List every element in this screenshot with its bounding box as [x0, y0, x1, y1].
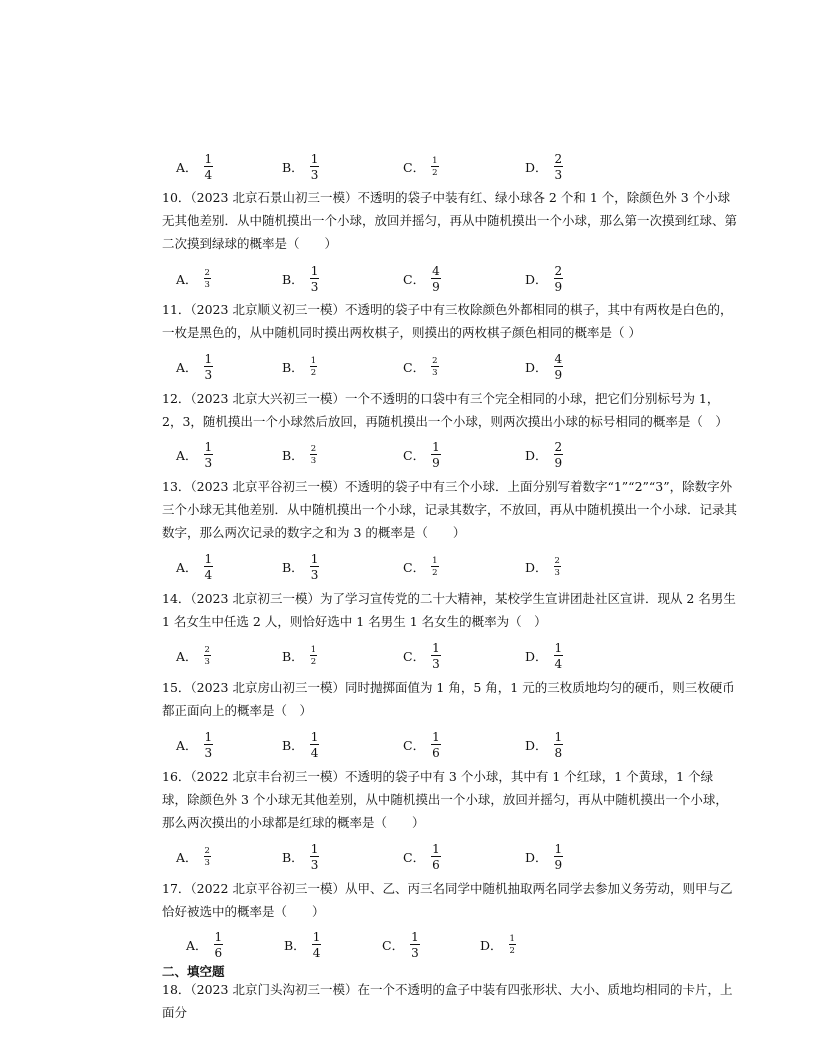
option-b: [282, 152, 319, 182]
option-a: [176, 152, 213, 182]
option-b: B． $\frac{1}{3}$: [282, 842, 319, 872]
question-12: 12．（2023 北京大兴初三一模）一个不透明的口袋中有三个完全相同的小球，把它们分别标号为 1，2，3，随机摸出一个小球然后放回，再随机摸出一个小球，则两次摸出小球的标号相同的概率是（ ）: [162, 391, 728, 429]
fraction: $\frac{4}{9}$: [554, 352, 563, 382]
fraction: $\frac{1}{2}$: [509, 933, 515, 956]
q17-options: [0, 930, 816, 960]
option-b: B． $\frac{1}{4}$: [282, 730, 319, 760]
option-d: D． $\frac{1}{8}$: [525, 730, 563, 760]
option-a: A． $\frac{2}{3}$: [176, 267, 210, 290]
option-a: A． $\frac{1}{3}$: [176, 440, 213, 470]
option-d: [525, 152, 563, 182]
option-label: C．: [403, 160, 426, 175]
fraction: $\frac{1}{6}$: [214, 930, 223, 960]
option-c: [403, 152, 439, 182]
option-d: D． $\frac{1}{9}$: [525, 842, 563, 872]
fraction: $\frac{1}{3}$: [310, 842, 319, 872]
option-a: A． $\frac{1}{3}$: [176, 352, 213, 382]
fraction: $\frac{1}{8}$: [554, 730, 563, 760]
question-18: 18．（2023 北京门头沟初三一模）在一个不透明的盒子中装有四张形状、大小、质地均相同的卡片，上面分: [162, 982, 733, 1020]
q13-options: [0, 552, 816, 582]
fraction: $\frac{1}{4}$: [312, 930, 321, 960]
fraction: $\frac{2}{3}$: [204, 845, 210, 868]
fraction: $\frac{1}{9}$: [432, 440, 440, 470]
option-d: D． $\frac{1}{4}$: [525, 641, 563, 671]
fraction: $\frac{2}{3}$: [554, 152, 563, 182]
option-b: B． $\frac{1}{3}$: [282, 264, 319, 294]
question-13: 13．（2023 北京平谷初三一模）不透明的袋子中有三个小球．上面分别写着数字“1”“2”“3”，除数字外三个小球无其他差别．从中随机摸出一个小球，记录其数字，不放回，再从中随机摸出一个小球．记录其数字，那么两次记录的数字之和为 3 的概率是（ ）: [162, 479, 738, 540]
fraction: $\frac{1}{3}$: [204, 730, 213, 760]
fraction: $\frac{1}{4}$: [204, 152, 213, 182]
fraction: $\frac{1}{4}$: [310, 730, 319, 760]
option-c: C． $\frac{2}{3}$: [403, 355, 438, 378]
fraction: $\frac{2}{3}$: [204, 644, 210, 667]
option-b: B． $\frac{1}{2}$: [282, 644, 317, 667]
section-heading: 二、填空题: [162, 964, 225, 979]
option-d: D． $\frac{1}{2}$: [480, 933, 515, 956]
fraction: $\frac{2}{9}$: [554, 264, 563, 294]
q12-options: [0, 440, 816, 470]
fraction: $\frac{1}{4}$: [204, 552, 213, 582]
option-a: A． $\frac{1}{4}$: [176, 552, 213, 582]
option-b: B． $\frac{1}{4}$: [284, 930, 321, 960]
option-c: C． $\frac{1}{6}$: [403, 842, 440, 872]
option-a: A． $\frac{2}{3}$: [176, 644, 210, 667]
q11-options: [0, 352, 816, 382]
q9-options: [0, 152, 816, 182]
fraction: $\frac{2}{3}$: [310, 443, 317, 466]
fraction: $\frac{1}{4}$: [554, 641, 563, 671]
fraction: $\frac{2}{3}$: [432, 355, 438, 378]
option-d: D． $\frac{2}{3}$: [525, 555, 560, 578]
fraction: $\frac{1}{3}$: [204, 352, 213, 382]
fraction: $\frac{1}{6}$: [432, 730, 440, 760]
fraction: $\frac{2}{9}$: [554, 440, 563, 470]
option-d: D． $\frac{2}{9}$: [525, 264, 563, 294]
fraction: $\frac{1}{3}$: [310, 152, 319, 182]
question-17: 17．（2022 北京平谷初三一模）从甲、乙、丙三名同学中随机抽取两名同学去参加义务劳动，则甲与乙恰好被选中的概率是（ ）: [162, 881, 733, 919]
fraction: $\frac{1}{3}$: [204, 440, 213, 470]
q10-options: [0, 264, 816, 294]
option-c: C． $\frac{1}{3}$: [382, 930, 419, 960]
q16-options: [0, 842, 816, 872]
option-a: A． $\frac{2}{3}$: [176, 845, 210, 868]
fraction: $\frac{1}{3}$: [310, 552, 319, 582]
option-c: C． $\frac{1}{9}$: [403, 440, 440, 470]
option-d: D． $\frac{4}{9}$: [525, 352, 563, 382]
option-c: C． $\frac{4}{9}$: [403, 264, 440, 294]
fraction: $\frac{1}{9}$: [554, 842, 563, 872]
option-c: C． $\frac{1}{3}$: [403, 641, 440, 671]
option-c: C． $\frac{1}{6}$: [403, 730, 440, 760]
option-b: B． $\frac{1}{2}$: [282, 355, 317, 378]
option-c: C． $\frac{1}{2}$: [403, 555, 438, 578]
q15-options: [0, 730, 816, 760]
option-d: D． $\frac{2}{9}$: [525, 440, 563, 470]
question-16: 16．（2022 北京丰台初三一模）不透明的袋子中有 3 个小球，其中有 1 个红球，1 个黄球，1 个绿球，除颜色外 3 个小球无其他差别，从中随机摸出一个小球，放回并摇匀，再从中随机摸出一个小球，那么两次摸出的小球都是红球的概率是（ ）: [162, 769, 728, 830]
option-b: B． $\frac{1}{3}$: [282, 552, 319, 582]
fraction: $\frac{1}{2}$: [432, 555, 438, 578]
option-label: B．: [282, 160, 304, 175]
option-b: B． $\frac{2}{3}$: [282, 443, 317, 466]
option-a: A． $\frac{1}{3}$: [176, 730, 213, 760]
fraction: $\frac{1}{2}$: [432, 155, 438, 178]
question-10: 10．（2023 北京石景山初三一模）不透明的袋子中装有红、绿小球各 2 个和 1 个，除颜色外 3 个小球无其他差别．从中随机摸出一个小球，放回并摇匀，再从中随机摸出一个小球，那么第一次摸到红球、第二次摸到绿球的概率是（ ）: [162, 190, 738, 251]
question-11: 11．（2023 北京顺义初三一模）不透明的袋子中有三枚除颜色外都相同的棋子，其中有两枚是白色的，一枚是黑色的，从中随机同时摸出两枚棋子，则摸出的两枚棋子颜色相同的概率是（ ）: [162, 302, 733, 340]
fraction: $\frac{1}{3}$: [432, 641, 440, 671]
fraction: $\frac{2}{3}$: [204, 267, 210, 290]
question-15: 15．（2023 北京房山初三一模）同时抛掷面值为 1 角，5 角，1 元的三枚质地均匀的硬币，则三枚硬币都正面向上的概率是（ ）: [162, 680, 735, 718]
fraction: $\frac{1}{3}$: [310, 264, 319, 294]
option-a: A． $\frac{1}{6}$: [186, 930, 223, 960]
question-14: 14．（2023 北京初三一模）为了学习宣传党的二十大精神，某校学生宣讲团赴社区宣讲．现从 2 名男生 1 名女生中任选 2 人，则恰好选中 1 名男生 1 名女生的概率为（ ）: [162, 591, 736, 629]
fraction: $\frac{2}{3}$: [554, 555, 560, 578]
fraction: $\frac{4}{9}$: [432, 264, 440, 294]
fraction: $\frac{1}{2}$: [310, 644, 317, 667]
fraction: $\frac{1}{6}$: [432, 842, 440, 872]
fraction: $\frac{1}{2}$: [310, 355, 317, 378]
option-label: A．: [176, 160, 198, 175]
q14-options: [0, 641, 816, 671]
option-label: D．: [525, 160, 548, 175]
fraction: $\frac{1}{3}$: [411, 930, 419, 960]
